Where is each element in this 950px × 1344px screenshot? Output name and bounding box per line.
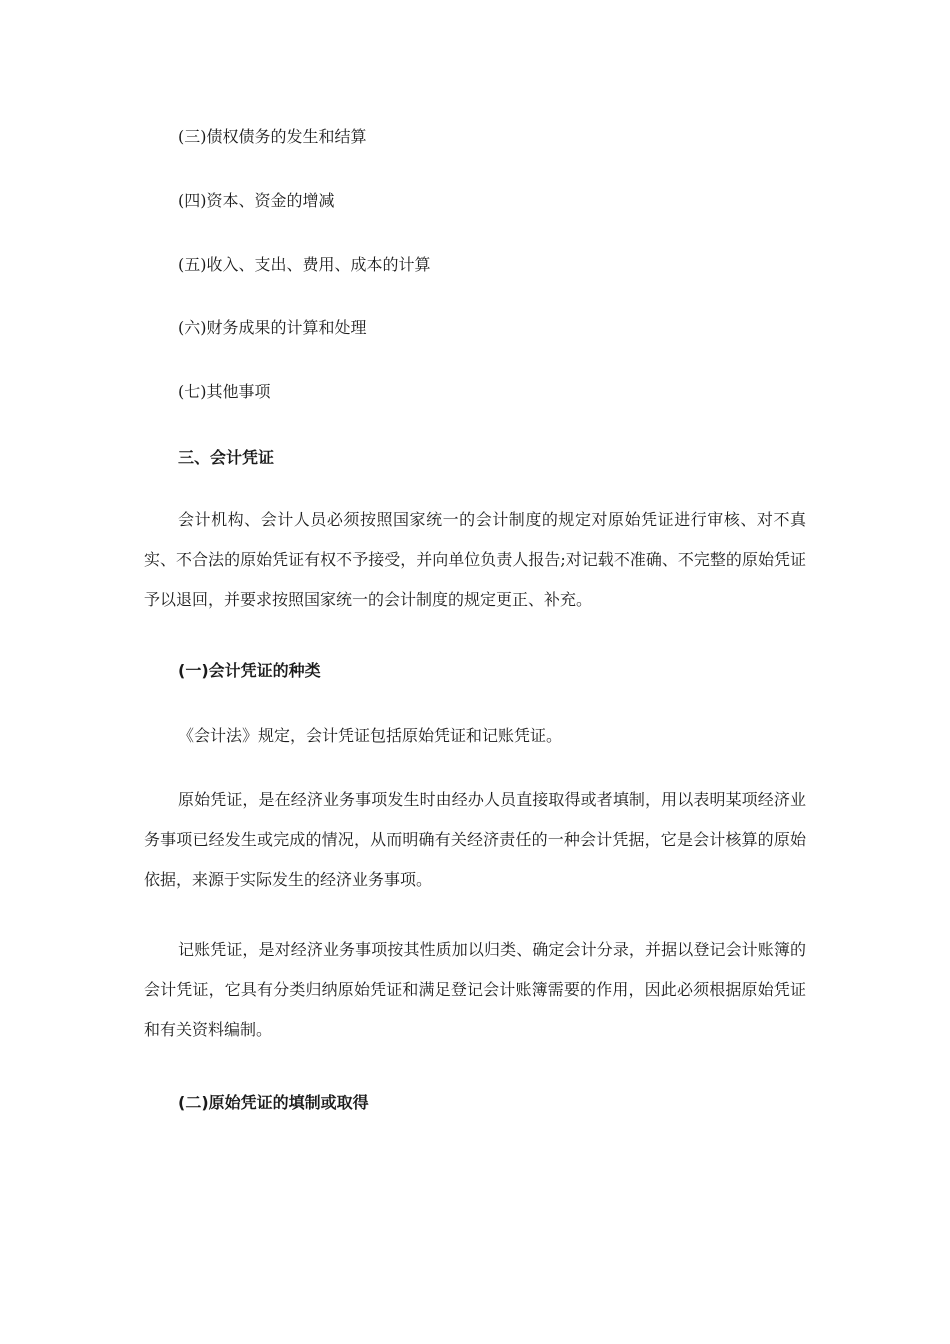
list-item-3: (三)债权债务的发生和结算 <box>178 127 367 146</box>
list-item-6: (六)财务成果的计算和处理 <box>178 318 367 337</box>
list-item-7: (七)其他事项 <box>178 382 271 401</box>
paragraph-original-voucher: 原始凭证，是在经济业务事项发生时由经办人员直接取得或者填制，用以表明某项经济业务事项已经发生或完成的情况，从而明确有关经济责任的一种会计凭据，它是会计核算的原始依据，来源于实际发生的经济业务事项。 <box>144 790 806 889</box>
subheading-original-voucher-filling: (二)原始凭证的填制或取得 <box>178 1093 369 1112</box>
subheading-voucher-types: (一)会计凭证的种类 <box>178 661 321 680</box>
paragraph-audit: 会计机构、会计人员必须按照国家统一的会计制度的规定对原始凭证进行审核、对不真实、不合法的原始凭证有权不予接受，并向单位负责人报告;对记载不准确、不完整的原始凭证予以退回，并要求按照国家统一的会计制度的规定更正、补充。 <box>144 510 806 609</box>
paragraph-accounting-law: 《会计法》规定，会计凭证包括原始凭证和记账凭证。 <box>178 726 563 745</box>
list-item-5: (五)收入、支出、费用、成本的计算 <box>178 255 431 274</box>
list-item-4: (四)资本、资金的增减 <box>178 191 335 210</box>
paragraph-bookkeeping-voucher: 记账凭证，是对经济业务事项按其性质加以归类、确定会计分录，并据以登记会计账簿的会计凭证，它具有分类归纳原始凭证和满足登记会计账簿需要的作用，因此必须根据原始凭证和有关资料编制。 <box>144 940 806 1039</box>
section-heading: 三、会计凭证 <box>178 448 275 467</box>
